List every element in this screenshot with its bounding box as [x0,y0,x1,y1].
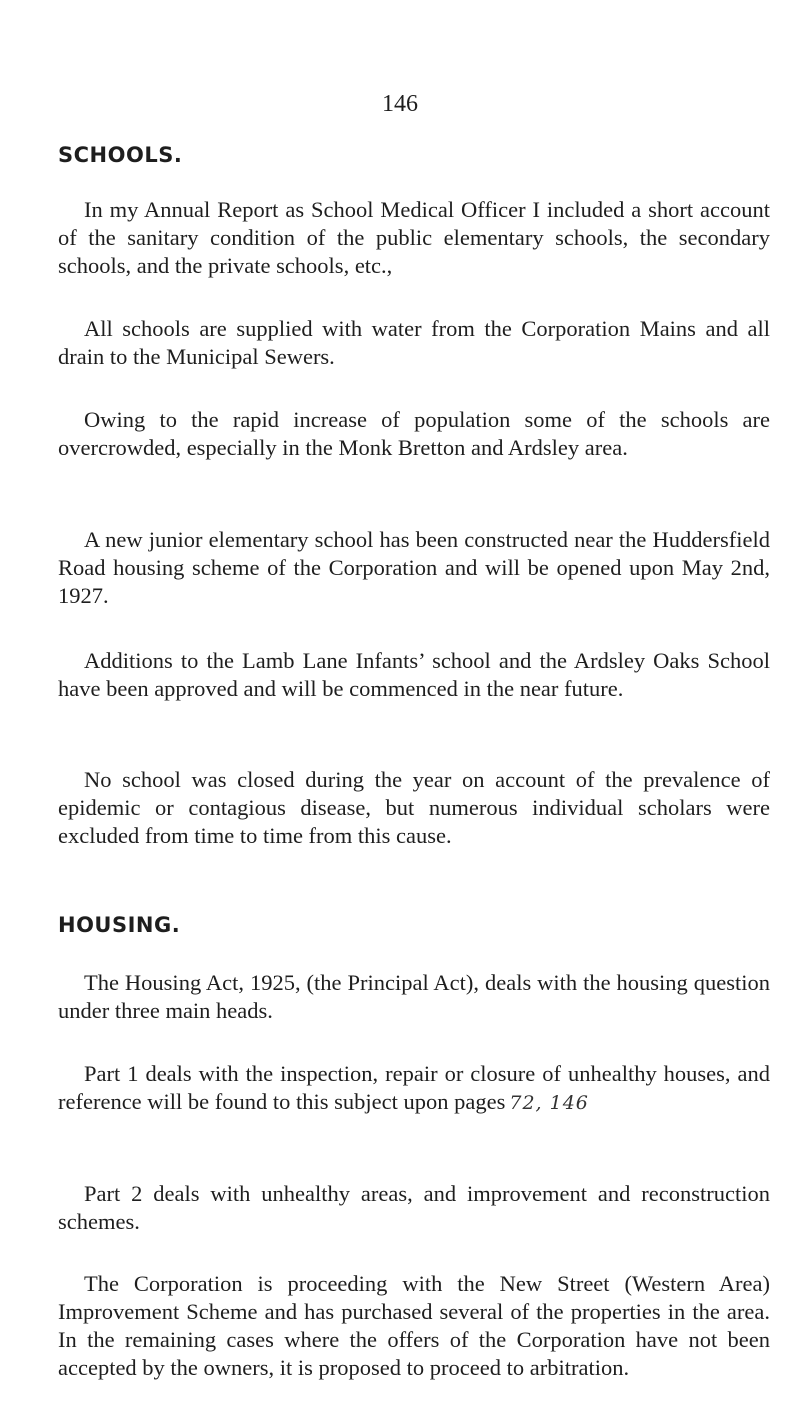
paragraph-text: Part 1 deals with the inspection, repair or closure of unhealthy houses, and reference will be found to this subject upon pages [58,1061,770,1114]
section-heading-housing: HOUSING. [58,913,181,937]
paragraph: All schools are supplied with water from the Corporation Mains and all drain to the Municipal Sewers. [58,316,770,369]
paragraph: No school was closed during the year on account of the prevalence of epidemic or contagious disease, but numerous individual scholars were excluded from time to time from this cause. [58,767,770,848]
paragraph [58,1060,770,1117]
paragraph: A new junior elementary school has been constructed near the Huddersfield Road housing scheme of the Corporation and will be opened upon May 2nd, 1927. [58,527,770,608]
paragraph: Additions to the Lamb Lane Infants’ school and the Ardsley Oaks School have been approved and will be commenced in the near future. [58,648,770,701]
handwritten-page-refs: 72, 146 [509,1092,589,1114]
paragraph: Part 2 deals with unhealthy areas, and improvement and reconstruction schemes. [58,1181,770,1234]
section-heading-schools: SCHOOLS. [58,143,183,167]
paragraph: The Corporation is proceeding with the New Street (Western Area) Improvement Scheme and has purchased several of the properties in the area. In the remaining cases where the offers of the Corporation have not been accepted by the owners, it is proposed to proceed to arbitration. [58,1271,770,1380]
paragraph: The Housing Act, 1925, (the Principal Act), deals with the housing question under three main heads. [58,970,770,1023]
paragraph: Owing to the rapid increase of population some of the schools are overcrowded, especially in the Monk Bretton and Ardsley area. [58,407,770,460]
page-number: 146 [382,91,418,117]
paragraph: In my Annual Report as School Medical Officer I included a short account of the sanitary condition of the public elementary schools, the secondary schools, and the private schools, etc., [58,197,770,278]
